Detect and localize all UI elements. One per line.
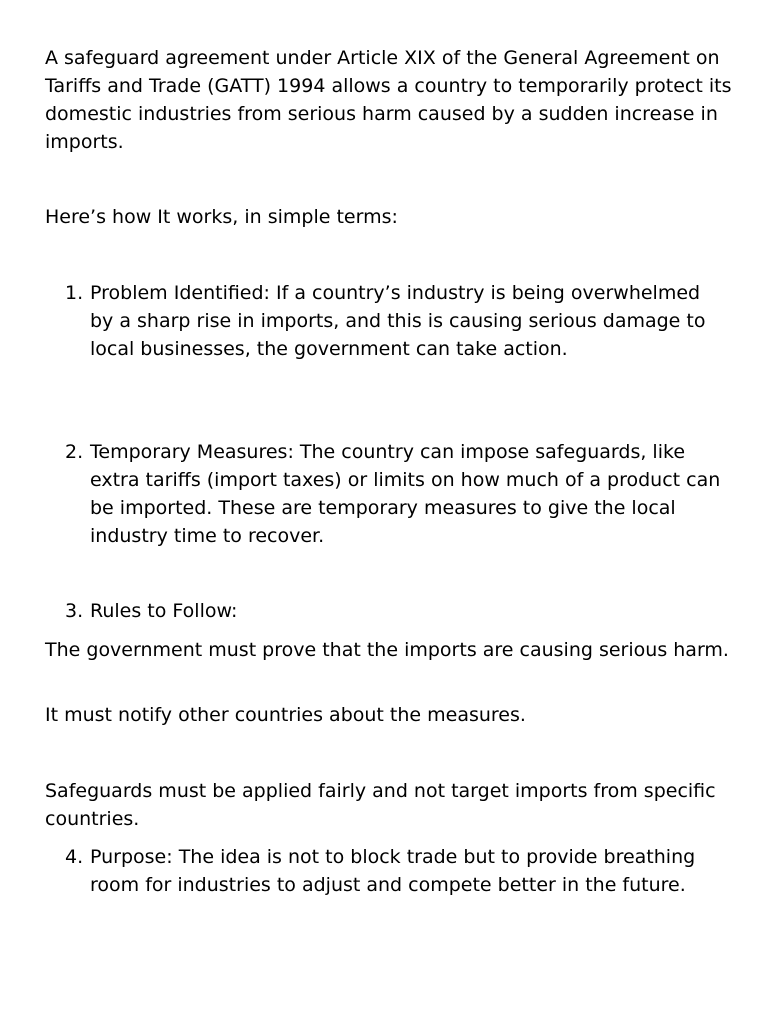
- list-item-text: Rules to Follow:: [90, 600, 238, 622]
- list-item-text: Temporary Measures: The country can impose safeguards, like extra tariffs (import taxes) or limits on how much of a product can be imported. These are temporary measures to give the local industry time to recover.: [90, 441, 721, 547]
- list-item-purpose: [45, 843, 735, 899]
- list-item-number: 4.: [65, 846, 84, 868]
- list-item-problem-identified: [45, 279, 735, 363]
- list-item-number: 2.: [65, 441, 84, 463]
- list-item-text: Purpose: The idea is not to block trade but to provide breathing room for industries to adjust and compete better in the future.: [90, 846, 696, 896]
- list-item-text: Problem Identified: If a country’s industry is being overwhelmed by a sharp rise in imports, and this is causing serious damage to local businesses, the government can take action.: [90, 282, 706, 360]
- how-it-works-paragraph: Here’s how It works, in simple terms:: [45, 206, 398, 228]
- list-item-temporary-measures: [45, 438, 735, 550]
- list-item-rules-to-follow: [45, 597, 735, 625]
- rule-apply-fairly: Safeguards must be applied fairly and not target imports from specific countries.: [45, 780, 716, 830]
- rule-prove-harm: The government must prove that the imports are causing serious harm.: [45, 639, 729, 661]
- rule-notify-countries: It must notify other countries about the measures.: [45, 704, 526, 726]
- list-item-number: 3.: [65, 600, 84, 622]
- list-item-number: 1.: [65, 282, 84, 304]
- intro-paragraph: A safeguard agreement under Article XIX of the General Agreement on Tariffs and Trade (GATT) 1994 allows a country to temporarily protect its domestic industries from serious harm caused by a sudden increase in imports.: [45, 47, 732, 153]
